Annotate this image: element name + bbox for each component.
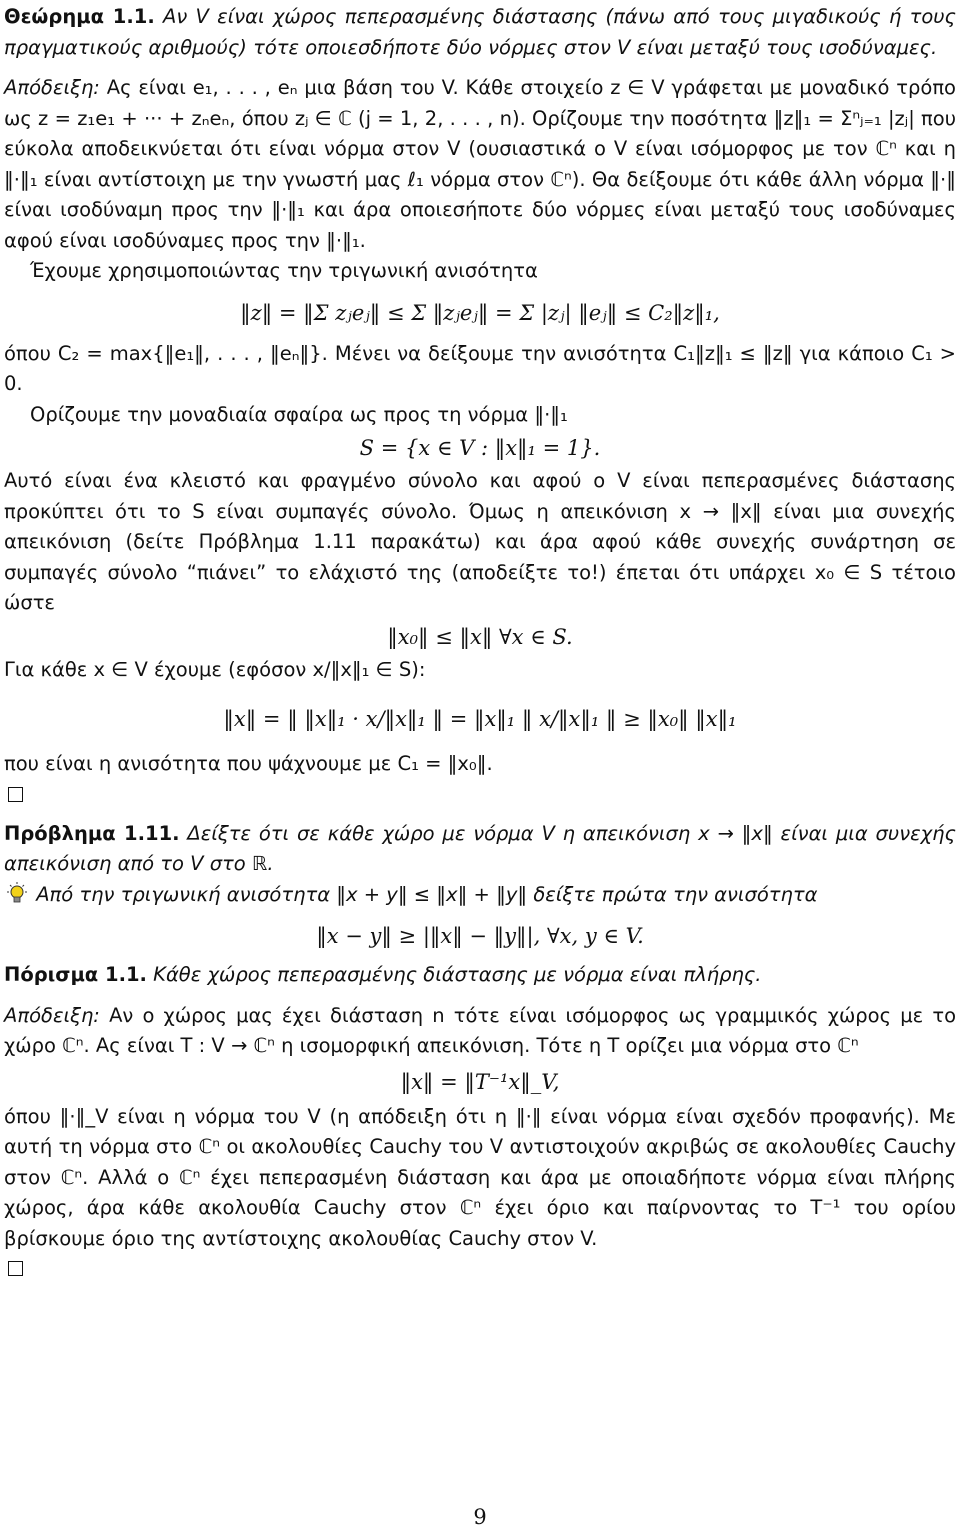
qed-box-1 [8,784,956,807]
proof-paragraph-6: Για κάθε x ∈ V έχουμε (εφόσον x/‖x‖₁ ∈ S): [4,657,426,681]
equation-minimum: ‖x₀‖ ≤ ‖x‖ ∀x ∈ S. [387,624,573,649]
proof-paragraph-4: Ορίζουμε την μοναδιαία σφαίρα ως προς τη νόρμα ‖·‖₁ [30,402,568,426]
qed-box-2 [8,1258,956,1281]
problem [4,819,956,880]
theorem-label: Θεώρημα 1.1. [4,5,155,28]
proof-paragraph-7: που είναι η ανισότητα που ψάχνουμε με C₁ = ‖x₀‖. [4,752,493,775]
proof2-text-1: Αν ο χώρος μας έχει διάσταση n τότε είναι ισόμορφος ως γραμμικός χώρος με το χώρο ℂⁿ. Ας είναι T : V → ℂⁿ η ισομορφική απεικόνιση. Τότε η T ορίζει μια νόρμα στο ℂⁿ [4,1003,956,1057]
lightbulb-icon [4,881,30,907]
proof-paragraph-2: Έχουμε χρησιμοποιώντας την τριγωνική ανισότητα [30,259,538,282]
corollary-label: Πόρισμα 1.1. [4,963,147,986]
proof-paragraph-5: Αυτό είναι ένα κλειστό και φραγμένο σύνολο και αφού ο V είναι πεπερασμένες διάστασης προκύπτει ότι το S είναι συμπαγές σύνολο. Όμως η απεικόνιση x → ‖x‖ είναι μια συνεχής απεικόνιση (δείτε Πρόβλημα 1.11 παρακάτω) και άρα αφού κάθε συνεχής συνάρτηση σε συμπαγές σύνολο “πιάνει” το ελάχιστό της (αποδείξτε το!) έπεται ότι υπάρχει x₀ ∈ S τέτοιο ώστε [4,469,956,614]
qed-symbol [8,787,23,802]
page-body [4,0,956,1281]
corollary [4,960,956,991]
proof-text-1: Ας είναι e₁, . . . , eₙ μια βάση του V. Κάθε στοιχείο z ∈ V γράφεται με μοναδικό τρόπο ως z = z₁e₁ + ··· + zₙeₙ, όπου zⱼ ∈ ℂ (j = 1, 2, . . . , n). Ορίζουμε την ποσότητα ‖z‖₁ = Σⁿⱼ₌₁ |zⱼ| που εύκολα αποδεικνύεται ότι είναι νόρμα στον V (ουσιαστικά ο V είναι ισόμορφος με τον ℂⁿ και η ‖·‖₁ είναι αντίστοιχη με την γνωστή μας ℓ₁ νόρμα στον ℂⁿ). Θα δείξουμε ότι κάθε άλλη νόρμα ‖·‖ είναι ισοδύναμη προς την ‖·‖₁ και άρα οποιεσήποτε δύο νόρμες είναι μεταξύ τους ισοδύναμες αφού είναι ισοδύναμες προς την ‖·‖₁. [4,76,956,252]
proof-label: Απόδειξη: [4,76,100,99]
proof-paragraph-1 [4,73,956,256]
equation-triangle: ‖z‖ = ‖Σ zⱼeⱼ‖ ≤ Σ ‖zⱼeⱼ‖ = Σ |zⱼ| ‖eⱼ‖ ≤ C₂‖z‖₁, [240,300,720,325]
hint-text: Από την τριγωνική ανισότητα ‖x + y‖ ≤ ‖x‖ + ‖y‖ δείξτε πρώτα την ανισότητα [36,882,818,906]
problem-text: Δείξτε ότι σε κάθε χώρο με νόρμα V η απεικόνιση x → ‖x‖ είναι μια συνεχής απεικόνιση από το V στο ℝ. [4,821,956,875]
corollary-text: Κάθε χώρος πεπερασμένης διάστασης με νόρμα είναι πλήρης. [153,963,762,986]
proof2-label: Απόδειξη: [4,1003,100,1027]
problem-label: Πρόβλημα 1.11. [4,821,180,845]
equation-reverse-triangle: ‖x − y‖ ≥ |‖x‖ − ‖y‖|, ∀x, y ∈ V. [316,924,644,948]
theorem [4,2,956,63]
proof2-paragraph-1 [4,1001,956,1062]
hint [4,880,956,911]
proof2-paragraph-2: όπου ‖·‖_V είναι η νόρμα του V (η απόδειξη ότι η ‖·‖ είναι νόρμα είναι σχεδόν προφανής). Με αυτή τη νόρμα στο ℂⁿ οι ακολουθίες Cauchy του V αντιστοιχούν ακριβώς σε ακολουθίες Cauchy στον ℂⁿ. Αλλά ο ℂⁿ έχει πεπερασμένη διάσταση και άρα με οποιαδήποτε νόρμα είναι πλήρης χώρος, άρα κάθε ακολουθία Cauchy στον ℂⁿ έχει όριο και παίρνοντας το T⁻¹ του ορίου βρίσκουμε όριο της αντίστοιχης ακολουθίας Cauchy στον V. [4,1104,956,1250]
qed-symbol [8,1261,23,1276]
proof-paragraph-3: όπου C₂ = max{‖e₁‖, . . . , ‖eₙ‖}. Μένει να δείξουμε την ανισότητα C₁‖z‖₁ ≤ ‖z‖ για κάποιο C₁ > 0. [4,341,956,395]
theorem-text: Αν V είναι χώρος πεπερασμένης διάστασης (πάνω από τους μιγαδικούς ή τους πραγματικούς αριθμούς) τότε οποιεσδήποτε δύο νόρμες στον V είναι μεταξύ τους ισοδύναμες. [4,5,956,59]
equation-main: ‖x‖ = ‖ ‖x‖₁ · x/‖x‖₁ ‖ = ‖x‖₁ ‖ x/‖x‖₁ ‖ ≥ ‖x₀‖ ‖x‖₁ [223,707,737,731]
equation-sphere: S = {x ∈ V : ‖x‖₁ = 1}. [359,436,601,460]
equation-norm-transfer: ‖x‖ = ‖T⁻¹x‖_V, [400,1069,560,1094]
page-number: 9 [473,1505,487,1529]
